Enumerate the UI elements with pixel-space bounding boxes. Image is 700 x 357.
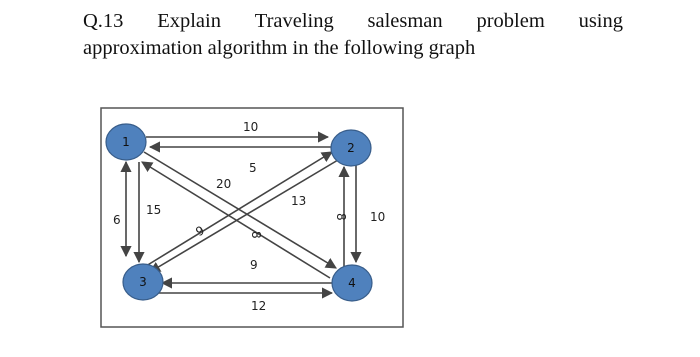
- weight-3-4-top: 9: [250, 258, 258, 272]
- node-3: [123, 264, 163, 300]
- question-word: Traveling: [254, 10, 334, 32]
- question-word: problem: [476, 10, 545, 32]
- question-word: using: [578, 10, 623, 32]
- weight-1-2-top: 10: [243, 120, 259, 134]
- weight-1-4-tilted: 8: [249, 231, 263, 239]
- weight-2-3-label: 13: [291, 194, 307, 208]
- edge-2-3-a: [150, 160, 338, 272]
- weight-1-3-right: 15: [146, 203, 162, 217]
- weight-2-4-left: 8: [334, 213, 348, 221]
- node-3-label: 3: [139, 275, 147, 289]
- weight-2-3-tilted: 9: [193, 223, 207, 240]
- question-line-2: approximation algorithm in the following graph: [83, 37, 476, 59]
- node-4-label: 4: [348, 276, 356, 290]
- question-number: Q.13: [83, 10, 124, 32]
- weight-2-4-right: 10: [370, 210, 386, 224]
- edge-1-4-a: [144, 152, 336, 268]
- weight-1-4-label: 20: [216, 177, 232, 191]
- node-2-label: 2: [347, 141, 355, 155]
- weight-3-4-bottom: 12: [251, 299, 267, 313]
- node-2: [331, 130, 371, 166]
- node-4: [332, 265, 372, 301]
- question-word: salesman: [367, 10, 443, 32]
- node-1: [106, 124, 146, 160]
- weight-1-3-left: 6: [113, 213, 121, 227]
- weight-1-2-mid: 5: [249, 161, 257, 175]
- node-1-label: 1: [122, 135, 130, 149]
- question-word: Explain: [157, 10, 221, 32]
